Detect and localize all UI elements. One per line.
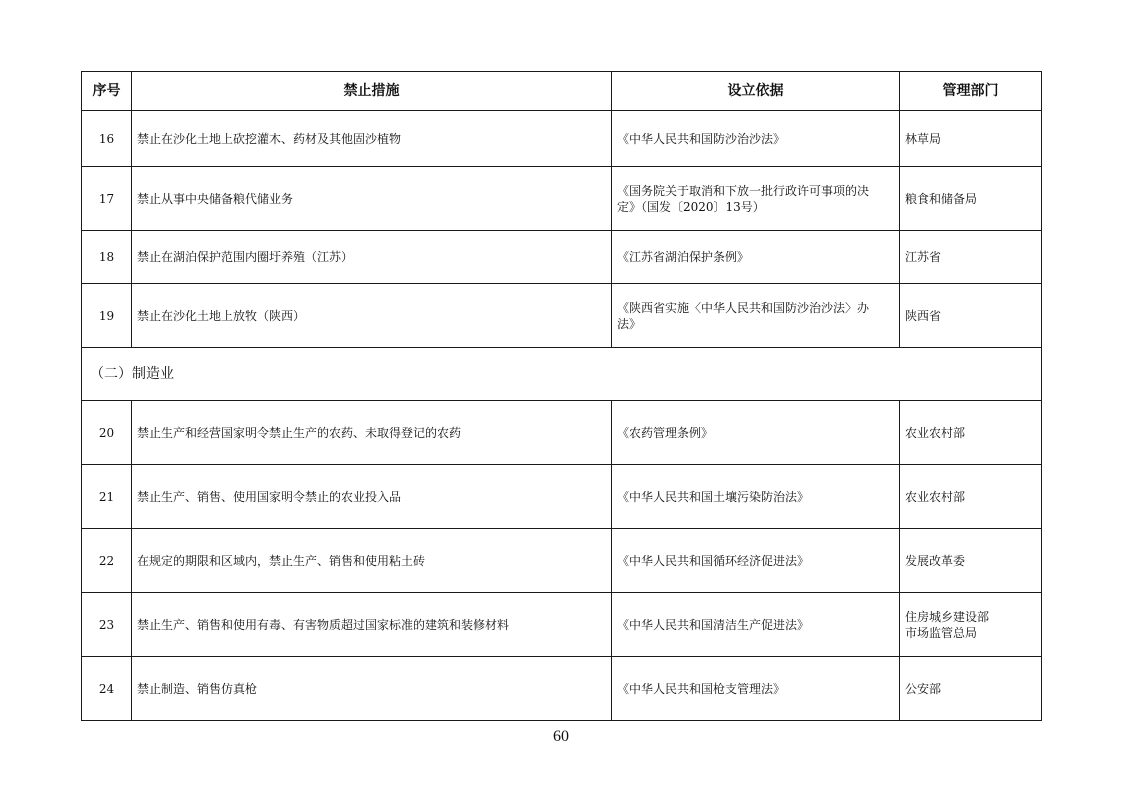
row-basis: 《中华人民共和国枪支管理法》: [612, 657, 900, 721]
row-basis: 《农药管理条例》: [612, 401, 900, 465]
table-row: [82, 465, 1042, 529]
section-title: （二）制造业: [82, 348, 1042, 401]
table-row: [82, 111, 1042, 167]
row-basis: 《江苏省湖泊保护条例》: [612, 231, 900, 284]
row-department: 粮食和储备局: [900, 167, 1042, 231]
row-basis: 《中华人民共和国清洁生产促进法》: [612, 593, 900, 657]
row-number: 17: [82, 167, 132, 231]
row-number: 19: [82, 284, 132, 348]
row-department: 农业农村部: [900, 401, 1042, 465]
row-measure: 禁止在湖泊保护范围内圈圩养殖（江苏）: [132, 231, 612, 284]
row-measure: 禁止生产、销售和使用有毒、有害物质超过国家标准的建筑和装修材料: [132, 593, 612, 657]
page-number: 60: [553, 728, 569, 745]
table-row: [82, 401, 1042, 465]
row-measure: 禁止在沙化土地上放牧（陕西）: [132, 284, 612, 348]
header-legal-basis: 设立依据: [612, 72, 900, 111]
row-number: 23: [82, 593, 132, 657]
row-department: 陕西省: [900, 284, 1042, 348]
row-measure: 禁止生产、销售、使用国家明令禁止的农业投入品: [132, 465, 612, 529]
row-department: 住房城乡建设部 市场监管总局: [900, 593, 1042, 657]
table-row: [82, 657, 1042, 721]
row-basis: 《陕西省实施〈中华人民共和国防沙治沙法〉办 法》: [612, 284, 900, 348]
row-number: 20: [82, 401, 132, 465]
row-number: 16: [82, 111, 132, 167]
row-measure: 禁止生产和经营国家明令禁止生产的农药、未取得登记的农药: [132, 401, 612, 465]
row-measure: 在规定的期限和区域内，禁止生产、销售和使用粘土砖: [132, 529, 612, 593]
row-measure: 禁止制造、销售仿真枪: [132, 657, 612, 721]
row-number: 22: [82, 529, 132, 593]
header-prohibited-measure: 禁止措施: [132, 72, 612, 111]
section-header-row: [82, 348, 1042, 401]
row-department: 发展改革委: [900, 529, 1042, 593]
row-basis: 《中华人民共和国循环经济促进法》: [612, 529, 900, 593]
table-row: [82, 284, 1042, 348]
row-measure: 禁止从事中央储备粮代储业务: [132, 167, 612, 231]
row-department: 江苏省: [900, 231, 1042, 284]
row-measure: 禁止在沙化土地上砍挖灌木、药材及其他固沙植物: [132, 111, 612, 167]
row-department: 林草局: [900, 111, 1042, 167]
row-basis: 《中华人民共和国防沙治沙法》: [612, 111, 900, 167]
table-row: [82, 593, 1042, 657]
row-department: 农业农村部: [900, 465, 1042, 529]
row-department: 公安部: [900, 657, 1042, 721]
table-row: [82, 231, 1042, 284]
header-managing-department: 管理部门: [900, 72, 1042, 111]
row-basis: 《中华人民共和国土壤污染防治法》: [612, 465, 900, 529]
row-number: 24: [82, 657, 132, 721]
table-row: [82, 529, 1042, 593]
header-serial-number: 序号: [82, 72, 132, 111]
row-number: 18: [82, 231, 132, 284]
row-number: 21: [82, 465, 132, 529]
table-header-row: [82, 72, 1042, 111]
prohibited-measures-table: [81, 71, 1042, 721]
row-basis: 《国务院关于取消和下放一批行政许可事项的决 定》（国发〔2020〕13号）: [612, 167, 900, 231]
table-row: [82, 167, 1042, 231]
